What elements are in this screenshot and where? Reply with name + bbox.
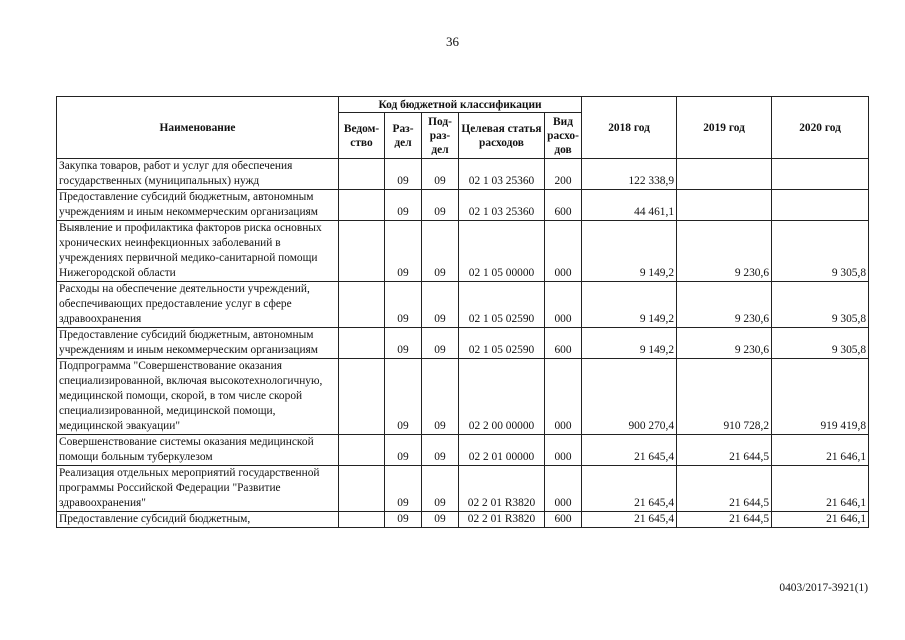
row-2019 [677,190,772,221]
row-2019: 21 644,5 [677,435,772,466]
row-name: Совершенствование системы оказания медицинской помощи больным туберкулезом [57,435,339,466]
row-razdel: 09 [385,282,422,328]
row-vedomstvo [339,190,385,221]
row-tselevaya-statya: 02 1 05 02590 [459,328,545,359]
row-podrazdel: 09 [422,221,459,282]
row-vid-raskhodov: 600 [545,328,582,359]
header-vid-raskhodov: Вид расхо-дов [545,113,582,159]
row-vedomstvo [339,282,385,328]
row-vid-raskhodov: 000 [545,435,582,466]
table-row [57,328,869,359]
header-name: Наименование [57,97,339,159]
row-tselevaya-statya: 02 2 01 R3820 [459,512,545,528]
row-tselevaya-statya: 02 1 03 25360 [459,159,545,190]
row-vid-raskhodov: 200 [545,159,582,190]
row-2018: 9 149,2 [582,328,677,359]
row-razdel: 09 [385,512,422,528]
row-podrazdel: 09 [422,466,459,512]
row-name: Предоставление субсидий бюджетным, [57,512,339,528]
header-podrazdel: Под-раз-дел [422,113,459,159]
row-tselevaya-statya: 02 2 01 00000 [459,435,545,466]
row-vid-raskhodov: 000 [545,282,582,328]
row-podrazdel: 09 [422,435,459,466]
row-name: Предоставление субсидий бюджетным, автономным учреждениям и иным некоммерческим организациям [57,190,339,221]
row-name: Предоставление субсидий бюджетным, автономным учреждениям и иным некоммерческим организациям [57,328,339,359]
row-vedomstvo [339,512,385,528]
row-2020 [772,159,869,190]
row-vedomstvo [339,435,385,466]
row-2019: 21 644,5 [677,512,772,528]
row-tselevaya-statya: 02 1 05 00000 [459,221,545,282]
row-2019: 910 728,2 [677,359,772,435]
header-tselevaya-statya: Целевая статья расходов [459,113,545,159]
row-razdel: 09 [385,159,422,190]
row-2019: 9 230,6 [677,328,772,359]
row-vedomstvo [339,466,385,512]
row-name: Выявление и профилактика факторов риска основных хронических неинфекционных заболеваний в учреждениях первичной медико-санитарной помощи Нижегородской области [57,221,339,282]
row-name: Расходы на обеспечение деятельности учреждений, обеспечивающих предоставление услуг в сфере здравоохранения [57,282,339,328]
row-2018: 44 461,1 [582,190,677,221]
table-row [57,435,869,466]
row-vedomstvo [339,359,385,435]
header-vedomstvo: Ведом-ство [339,113,385,159]
row-2020: 21 646,1 [772,466,869,512]
row-2018: 21 645,4 [582,466,677,512]
row-name: Реализация отдельных мероприятий государственной программы Российской Федерации "Развитие здравоохранения" [57,466,339,512]
row-2018: 900 270,4 [582,359,677,435]
row-2018: 122 338,9 [582,159,677,190]
row-vid-raskhodov: 000 [545,221,582,282]
row-2020: 21 646,1 [772,512,869,528]
row-razdel: 09 [385,221,422,282]
row-name: Подпрограмма "Совершенствование оказания специализированной, включая высокотехнологичную, медицинской помощи, скорой, в том числе скорой специализированной, медицинской помощи, медицинской эвакуации" [57,359,339,435]
row-2020: 21 646,1 [772,435,869,466]
row-2019: 9 230,6 [677,282,772,328]
row-vid-raskhodov: 600 [545,190,582,221]
row-podrazdel: 09 [422,159,459,190]
row-vedomstvo [339,221,385,282]
row-2019 [677,159,772,190]
row-tselevaya-statya: 02 1 03 25360 [459,190,545,221]
row-podrazdel: 09 [422,328,459,359]
header-2019: 2019 год [677,97,772,159]
row-razdel: 09 [385,435,422,466]
row-2020: 9 305,8 [772,328,869,359]
row-vid-raskhodov: 000 [545,359,582,435]
row-2019: 21 644,5 [677,466,772,512]
row-vid-raskhodov: 600 [545,512,582,528]
table-row [57,159,869,190]
header-2020: 2020 год [772,97,869,159]
row-2020: 9 305,8 [772,282,869,328]
row-razdel: 09 [385,466,422,512]
row-2018: 21 645,4 [582,512,677,528]
row-razdel: 09 [385,328,422,359]
row-2018: 9 149,2 [582,282,677,328]
row-2018: 21 645,4 [582,435,677,466]
row-razdel: 09 [385,190,422,221]
row-vedomstvo [339,328,385,359]
header-code-group: Код бюджетной классификации [339,97,582,113]
header-2018: 2018 год [582,97,677,159]
row-podrazdel: 09 [422,282,459,328]
table-row [57,190,869,221]
row-2019: 9 230,6 [677,221,772,282]
table-row [57,512,869,528]
row-2020: 9 305,8 [772,221,869,282]
row-name: Закупка товаров, работ и услуг для обеспечения государственных (муниципальных) нужд [57,159,339,190]
row-2018: 9 149,2 [582,221,677,282]
row-vid-raskhodov: 000 [545,466,582,512]
table-row [57,221,869,282]
budget-table [56,96,869,528]
row-tselevaya-statya: 02 2 00 00000 [459,359,545,435]
header-razdel: Раз-дел [385,113,422,159]
row-podrazdel: 09 [422,359,459,435]
row-tselevaya-statya: 02 1 05 02590 [459,282,545,328]
row-tselevaya-statya: 02 2 01 R3820 [459,466,545,512]
row-podrazdel: 09 [422,190,459,221]
table-body [57,159,869,528]
row-podrazdel: 09 [422,512,459,528]
document-code: 0403/2017-3921(1) [779,582,868,594]
table-row [57,466,869,512]
row-vedomstvo [339,159,385,190]
table-row [57,359,869,435]
row-razdel: 09 [385,359,422,435]
row-2020: 919 419,8 [772,359,869,435]
table-row [57,282,869,328]
page-number: 36 [446,34,459,49]
row-2020 [772,190,869,221]
